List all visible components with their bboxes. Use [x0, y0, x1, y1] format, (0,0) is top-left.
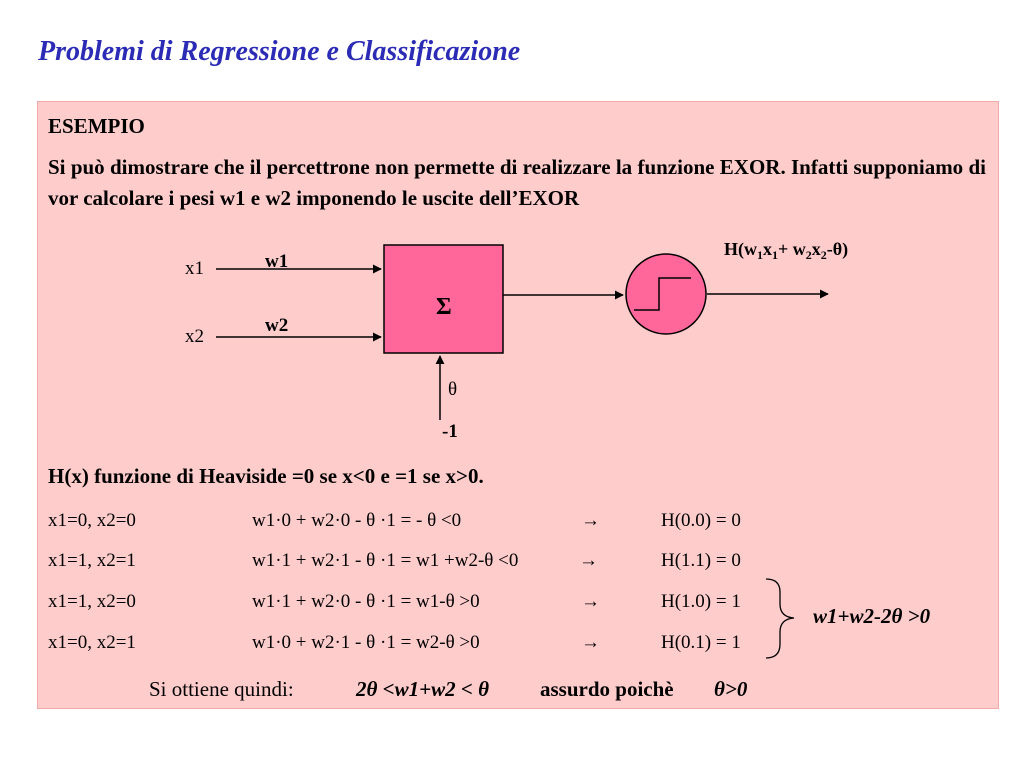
heaviside-definition: H(x) funzione di Heaviside =0 se x<0 e =1 se x>0.: [48, 464, 484, 488]
output-expression: $H(w_1x_1+ w_2x_2-\theta)$: [724, 239, 849, 262]
row-4-inputs: x1=0, x2=1: [48, 632, 136, 653]
section-heading: ESEMPIO: [48, 114, 145, 138]
slide-title: Problemi di Regressione e Classificazione: [38, 36, 521, 67]
weight1-label: w1: [265, 251, 289, 272]
input2-label: x2: [185, 326, 204, 347]
step-function-node: [626, 254, 706, 334]
conclusion-condition: θ>0: [714, 677, 748, 701]
threshold-label: θ: [448, 379, 458, 400]
conclusion-inequality: 2θ <w1+w2 < θ: [356, 677, 489, 701]
sum-symbol: Σ: [436, 294, 452, 320]
row-4-arrow: →: [581, 632, 600, 653]
row-3-expression: w1·1 + w2·0 - θ ·1 = w1-θ >0: [252, 591, 480, 612]
row-3-inputs: x1=1, x2=0: [48, 591, 136, 612]
row-1-result: H(0.0) = 0: [661, 510, 741, 531]
weight2-label: w2: [265, 315, 289, 336]
row-4-expression: w1·0 + w2·1 - θ ·1 = w2-θ >0: [252, 632, 480, 653]
row-2-result: H(1.1) = 0: [661, 550, 741, 571]
row-3-arrow: →: [581, 591, 600, 612]
row-1-expression: w1·0 + w2·0 - θ ·1 = - θ <0: [252, 510, 462, 531]
input1-label: x1: [185, 258, 204, 279]
right-brace: [766, 579, 794, 658]
brace-note: w1+w2-2θ >0: [813, 604, 931, 628]
row-2-expression: w1·1 + w2·1 - θ ·1 = w1 +w2-θ <0: [252, 550, 519, 571]
row-2-inputs: x1=1, x2=1: [48, 550, 136, 571]
row-2-arrow: →: [579, 550, 598, 571]
example-panel: [37, 101, 999, 709]
row-4-result: H(0.1) = 1: [661, 632, 741, 653]
row-1-arrow: →: [581, 510, 600, 531]
conclusion-prefix: Si ottiene quindi:: [149, 677, 294, 701]
conclusion-text: assurdo poichè: [540, 677, 674, 701]
bias-input-label: -1: [442, 421, 458, 442]
intro-paragraph: Si può dimostrare che il percettrone non permette di realizzare la funzione EXOR. Infatti supponiamo di vor calcolare i pesi w1 e w2 imponendo le uscite dell’EXOR: [48, 155, 986, 210]
row-3-result: H(1.0) = 1: [661, 591, 741, 612]
row-1-inputs: x1=0, x2=0: [48, 510, 136, 531]
